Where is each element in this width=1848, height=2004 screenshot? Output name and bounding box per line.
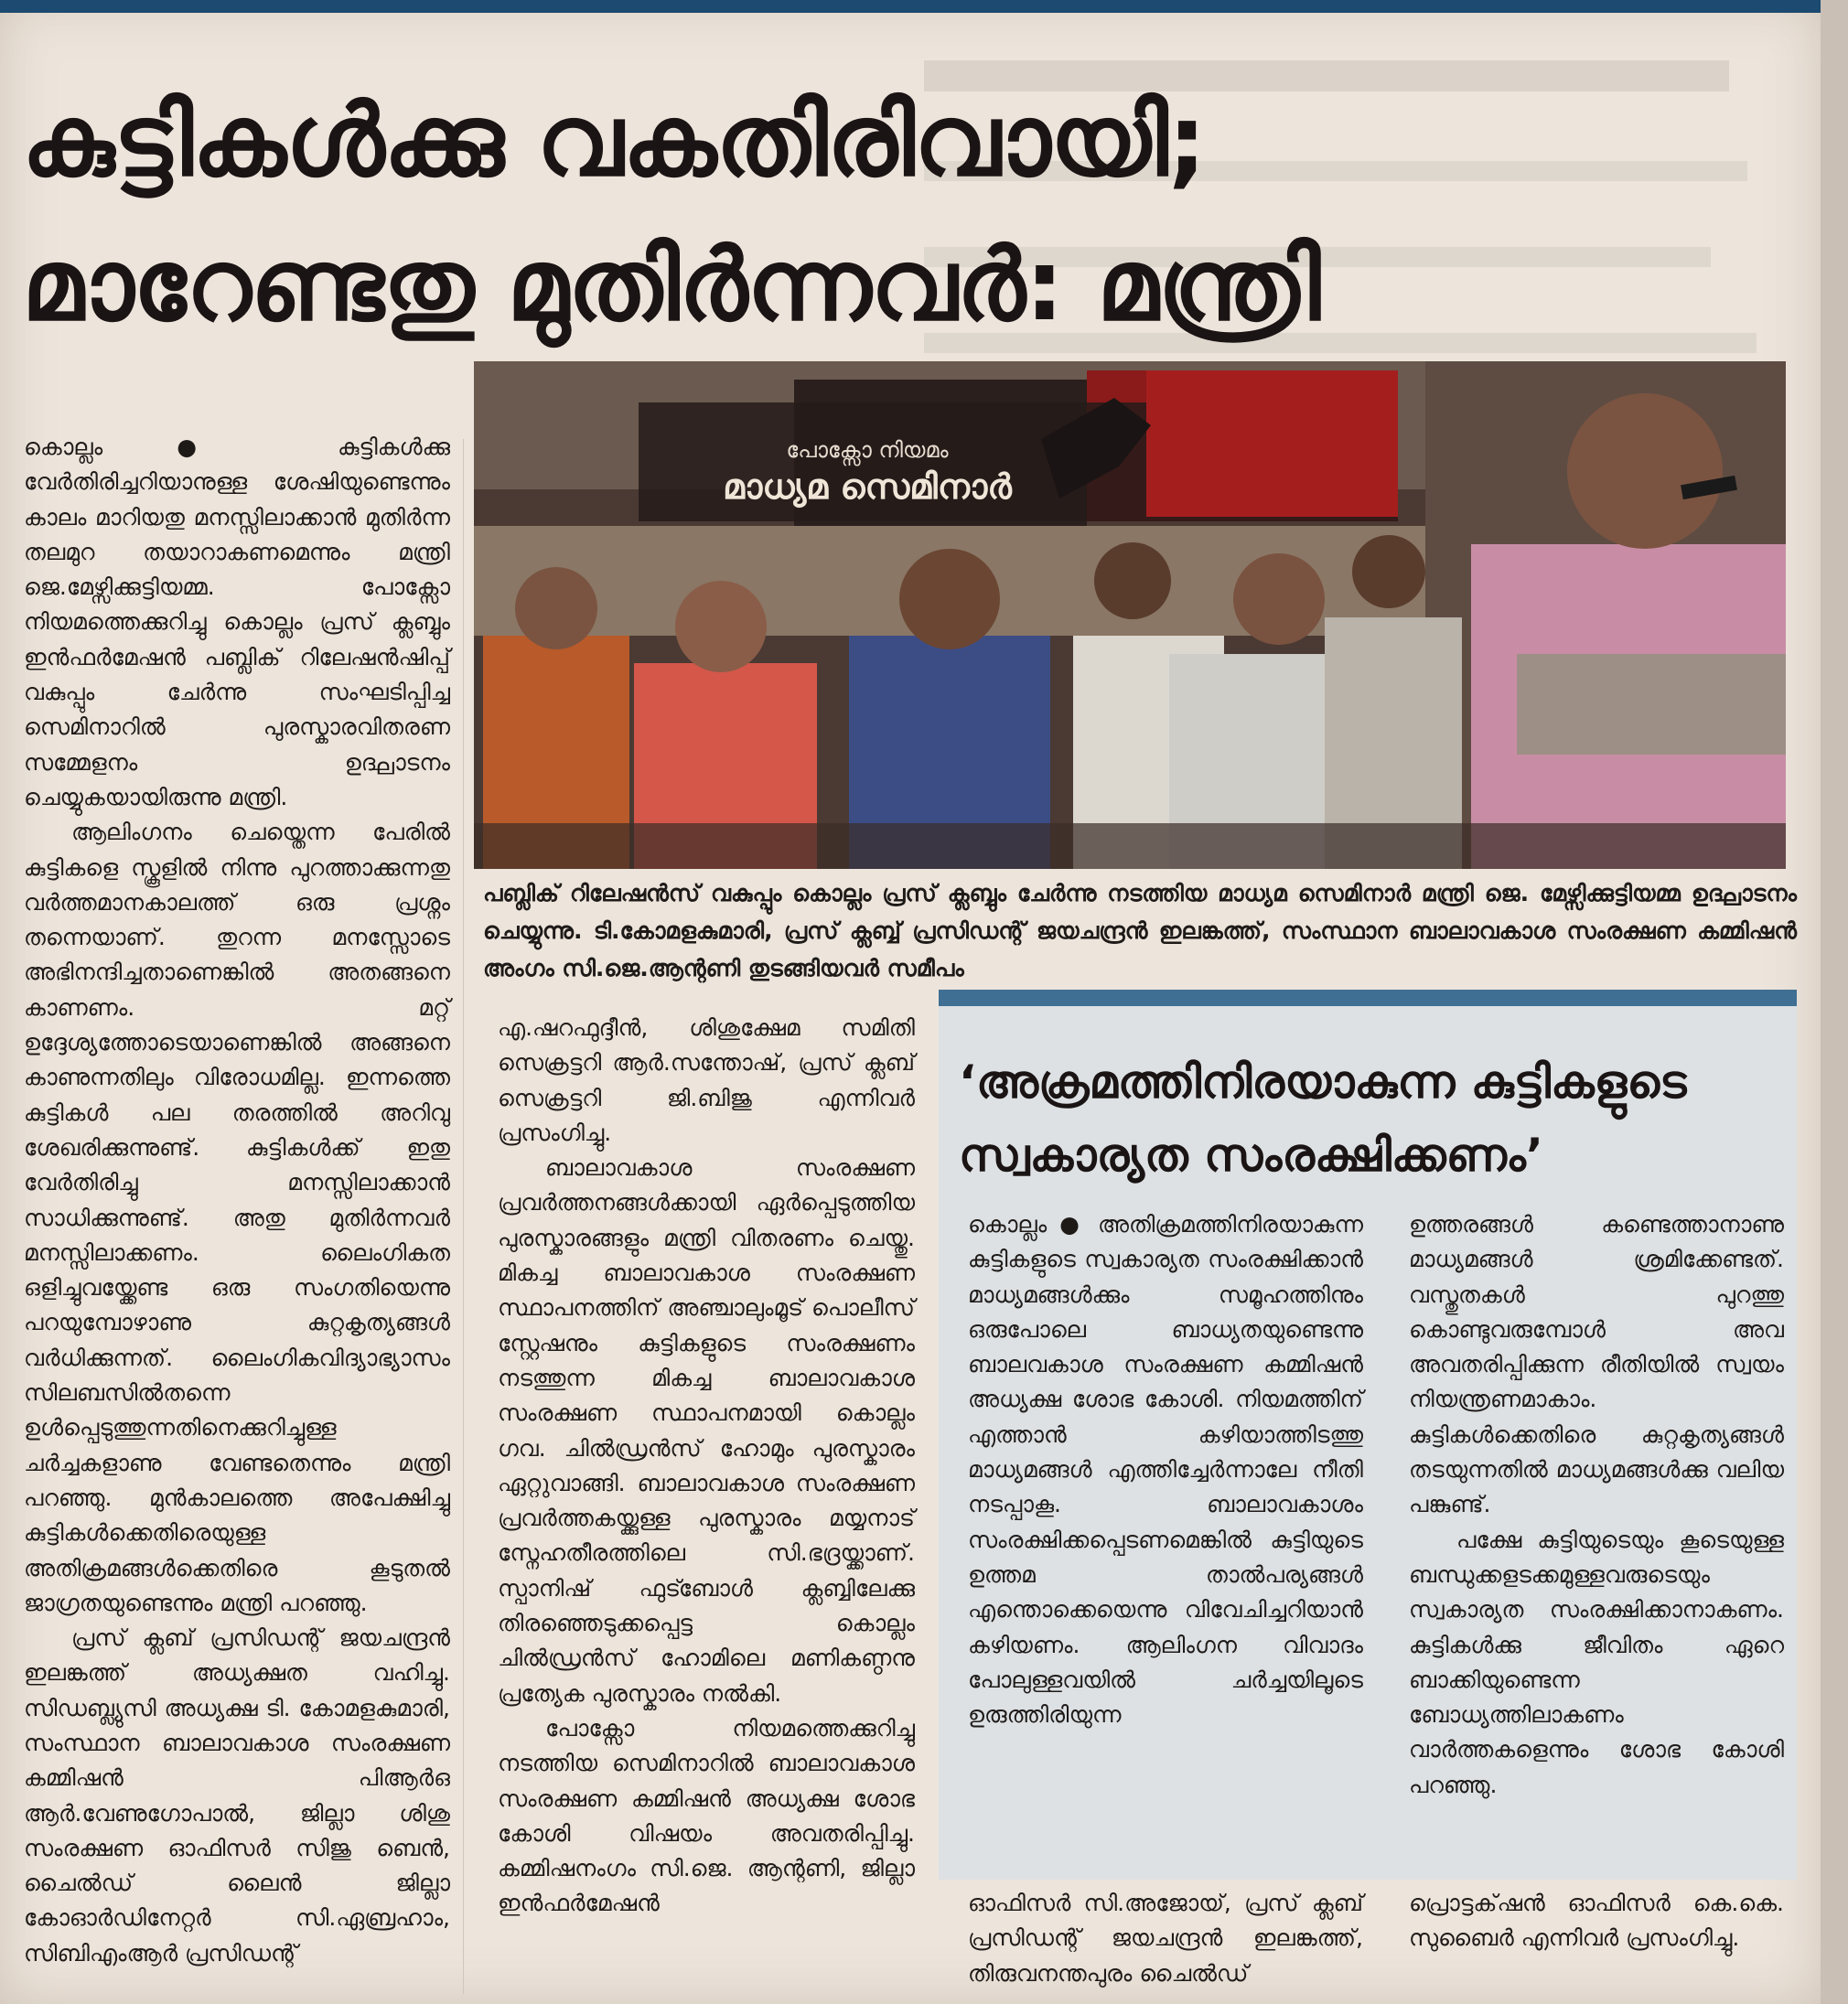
photo-caption: പബ്ലിക് റിലേഷൻസ് വകുപ്പും കൊല്ലം പ്രസ് ക്ലബ്ബും ചേർന്നു നടത്തിയ മാധ്യമ സെമിനാർ മന്ത്രി ജെ. മേഴ്സിക്കുട്ടിയമ്മ ഉദ്ഘാടനം ചെയ്യുന്നു. ടി.കോമളകുമാരി, പ്രസ് ക്ലബ്ബ് പ്രസിഡന്റ് ജയചന്ദ്രൻ ഇലങ്കത്ത്, സംസ്ഥാന ബാലാവകാശ സംരക്ഷണ കമ്മിഷൻ അംഗം സി.ജെ.ആന്റണി തുടങ്ങിയവർ സമീപം — [483, 880, 1797, 981]
column-rule — [463, 439, 464, 1994]
column-1-paragraph-3: പ്രസ് ക്ലബ് പ്രസിഡന്റ് ജയചന്ദ്രൻ ഇലങ്കത്ത് അധ്യക്ഷത വഹിച്ചു. സിഡബ്ല്യുസി അധ്യക്ഷ ടി. കോമളകുമാരി, സംസ്ഥാന ബാലാവകാശ സംരക്ഷണ കമ്മിഷൻ പിആർഒ ആർ.വേണുഗോപാൽ, ജില്ലാ ശിശു സംരക്ഷണ ഓഫിസർ സിജു ബെൻ, ചൈൽഡ് ലൈൻ ജില്ലാ കോഓർഡിനേറ്റർ സി.ഏബ്രഹാം, സിബിഎംആർ പ്രസിഡന്റ് — [24, 1624, 450, 1966]
sidebar-column-1-paragraph: കൊല്ലം ● അതിക്രമത്തിനിരയാകുന്ന കുട്ടികളുടെ സ്വകാര്യത സംരക്ഷിക്കാൻ മാധ്യമങ്ങൾക്കും സമൂഹത്തിനും ഒരുപോലെ ബാധ്യതയുണ്ടെന്നു ബാലവകാശ സംരക്ഷണ കമ്മിഷൻ അധ്യക്ഷ ശോഭ കോശി. നിയമത്തിന് എത്താൻ കഴിയാത്തിടത്തു മാധ്യമങ്ങൾ എത്തിച്ചേർന്നാലേ നീതി നടപ്പാകൂ. ബാലാവകാശം സംരക്ഷിക്കപ്പെടണമെങ്കിൽ കുട്ടിയുടെ ഉത്തമ താൽപര്യങ്ങൾ എന്തൊക്കെയെന്നു വിവേചിച്ചറിയാൻ കഴിയണം. ആലിംഗന വിവാദം പോലുള്ളവയിൽ ചർച്ചയിലൂടെ ഉരുത്തിരിയുന്ന — [968, 1211, 1363, 1729]
banner-title-text: മാധ്യമ സെമിനാർ — [723, 466, 1012, 507]
continuation-left: ഓഫിസർ സി.അജോയ്, പ്രസ് ക്ലബ് പ്രസിഡന്റ് ജയചന്ദ്രൻ ഇലങ്കത്ത്, തിരുവനന്തപുരം ചൈൽഡ് — [968, 1890, 1363, 1987]
column-2-paragraph-3: പോക്സോ നിയമത്തെക്കുറിച്ചു നടത്തിയ സെമിനാറിൽ ബാലാവകാശ സംരക്ഷണ കമ്മിഷൻ അധ്യക്ഷ ശോഭ കോശി വിഷയം അവതരിപ്പിച്ചു. കമ്മിഷനംഗം സി.ജെ. ആന്റണി, ജില്ലാ ഇൻഫർമേഷൻ — [498, 1714, 915, 1917]
continuation-right: പ്രൊട്ടക്‌ഷൻ ഓഫിസർ കെ.കെ. സുബൈർ എന്നിവർ പ്രസംഗിച്ചു. — [1409, 1890, 1784, 1952]
seminar-photo-illustration — [474, 361, 1786, 869]
column-1-paragraph-2: ആലിംഗനം ചെയ്തെന്ന പേരിൽ കുട്ടികളെ സ്കൂളിൽ നിന്നു പുറത്താക്കുന്നതു വർത്തമാനകാലത്ത് ഒരു പ്രശ്നം തന്നെയാണ്. തുറന്ന മനസ്സോടെ അഭിനന്ദിച്ചതാണെങ്കിൽ അതങ്ങനെ കാണണം. മറ്റ് ഉദ്ദേശ്യത്തോടെയാണെങ്കിൽ അങ്ങനെ കാണുന്നതിലും വിരോധമില്ല. ഇന്നത്തെ കുട്ടികൾ പല തരത്തിൽ അറിവു ശേഖരിക്കുന്നുണ്ട്. കുട്ടികൾക്ക് ഇതു വേർതിരിച്ചു മനസ്സിലാക്കാൻ സാധിക്കുന്നുണ്ട്. അതു മുതിർന്നവർ മനസ്സിലാക്കണം. ലൈംഗികത ഒളിച്ചുവയ്ക്കേണ്ട ഒരു സംഗതിയെന്നു പറയുമ്പോഴാണു കുറ്റകൃത്യങ്ങൾ വർധിക്കുന്നത്. ലൈംഗികവിദ്യാഭ്യാസം സിലബസിൽതന്നെ ഉൾപ്പെടുത്തുന്നതിനെക്കുറിച്ചുള്ള ചർച്ചകളാണു വേണ്ടതെന്നും മന്ത്രി പറഞ്ഞു. മുൻകാലത്തെ അപേക്ഷിച്ചു കുട്ടികൾക്കെതിരെയുള്ള അതിക്രമങ്ങൾക്കെതിരെ കൂടുതൽ ജാഗ്രതയുണ്ടെന്നും മന്ത്രി പറഞ്ഞു. — [24, 819, 450, 1616]
sidebar-column-2 — [1409, 1207, 1784, 1803]
sidebar-column-2-paragraph-1: ഉത്തരങ്ങൾ കണ്ടെത്താനാണു മാധ്യമങ്ങൾ ശ്രമിക്കേണ്ടത്. വസ്തുതകൾ പുറത്തു കൊണ്ടുവരുമ്പോൾ അവ അവതരിപ്പിക്കുന്ന രീതിയിൽ സ്വയം നിയന്ത്രണമാകാം. കുട്ടികൾക്കെതിരെ കുറ്റകൃത്യങ്ങൾ തടയുന്നതിൽ മാധ്യമങ്ങൾക്കു വലിയ പങ്കുണ്ട്. — [1409, 1211, 1784, 1518]
sidebar-story-headline: ‘അക്രമത്തിനിരയാകുന്ന കുട്ടികളുടെ സ്വകാര്യത സംരക്ഷിക്കണം’ — [959, 1056, 1687, 1182]
sidebar-column-1 — [968, 1207, 1363, 1732]
column-2-paragraph-2: ബാലാവകാശ സംരക്ഷണ പ്രവർത്തനങ്ങൾക്കായി ഏർപ്പെടുത്തിയ പുരസ്കാരങ്ങളും മന്ത്രി വിതരണം ചെയ്തു. മികച്ച ബാലാവകാശ സംരക്ഷണ സ്ഥാപനത്തിന് അഞ്ചാലുംമൂട് പൊലീസ് സ്റ്റേഷനും കുട്ടികളുടെ സംരക്ഷണം നടത്തുന്ന മികച്ച ബാലാവകാശ സംരക്ഷണ സ്ഥാപനമായി കൊല്ലം ഗവ. ചിൽഡ്രൻസ് ഹോമും പുരസ്കാരം ഏറ്റുവാങ്ങി. ബാലാവകാശ സംരക്ഷണ പ്രവർത്തകയ്ക്കുള്ള പുരസ്കാരം മയ്യനാട് സ്നേഹതീരത്തിലെ സി.ഭദ്രയ്ക്കാണ്. സ്പാനിഷ് ഫുട്ബോൾ ക്ലബ്ബിലേക്കു തിരഞ്ഞെടുക്കപ്പെട്ട കൊല്ലം ചിൽഡ്രൻസ് ഹോമിലെ മണികണ്ഠനു പ്രത്യേക പുരസ്കാരം നൽകി. — [498, 1154, 915, 1707]
column-2-paragraph-1: എ.ഷറഫുദ്ദീൻ, ശിശുക്ഷേമ സമിതി സെക്രട്ടറി ആർ.സന്തോഷ്, പ്രസ് ക്ലബ് സെക്രട്ടറി ജി.ബിജു എന്നിവർ പ്രസംഗിച്ചു. — [498, 1014, 915, 1146]
podium — [1517, 654, 1786, 755]
seminar-photo — [474, 361, 1786, 869]
banner-small-text: പോക്സോ നിയമം — [786, 437, 949, 463]
main-headline — [22, 70, 1650, 359]
top-color-bar — [0, 0, 1821, 13]
sidebar-column-2-paragraph-2: പക്ഷേ കുട്ടിയുടെയും കൂടെയുള്ള ബന്ധുക്കളടക്കമുള്ളവരുടെയും സ്വകാര്യത സംരക്ഷിക്കാനാകണം. കുട്ടികൾക്കു ജീവിതം ഏറെ ബാക്കിയുണ്ടെന്ന ബോധ്യത്തിലാകണം വാർത്തകളെന്നും ശോഭ കോശി പറഞ്ഞു. — [1409, 1526, 1784, 1798]
headline-line-1: കുട്ടികൾക്കു വകതിരിവായി; — [22, 84, 1207, 198]
headline-line-2: മാറേണ്ടതു മുതിർന്നവർ: മന്ത്രി — [22, 229, 1320, 343]
article-column-1 — [24, 430, 450, 1971]
article-column-2 — [498, 1011, 915, 1922]
column-1-paragraph-1: കൊല്ലം ● കുട്ടികൾക്കു വേർതിരിച്ചറിയാനുള്ള ശേഷിയുണ്ടെന്നും കാലം മാറിയതു മനസ്സിലാക്കാൻ മുതിർന്ന തലമുറ തയാറാകണമെന്നും മന്ത്രി ജെ.മേഴ്സിക്കുട്ടിയമ്മ. പോക്സോ നിയമത്തെക്കുറിച്ചു കൊല്ലം പ്രസ് ക്ലബ്ബും ഇൻഫർമേഷൻ പബ്ലിക് റിലേഷൻഷിപ്പ് വകുപ്പും ചേർന്നു സംഘടിപ്പിച്ച സെമിനാറിൽ പുരസ്കാരവിതരണ സമ്മേളനം ഉദ്ഘാടനം ചെയ്യുകയായിരുന്നു മന്ത്രി. — [24, 434, 450, 810]
